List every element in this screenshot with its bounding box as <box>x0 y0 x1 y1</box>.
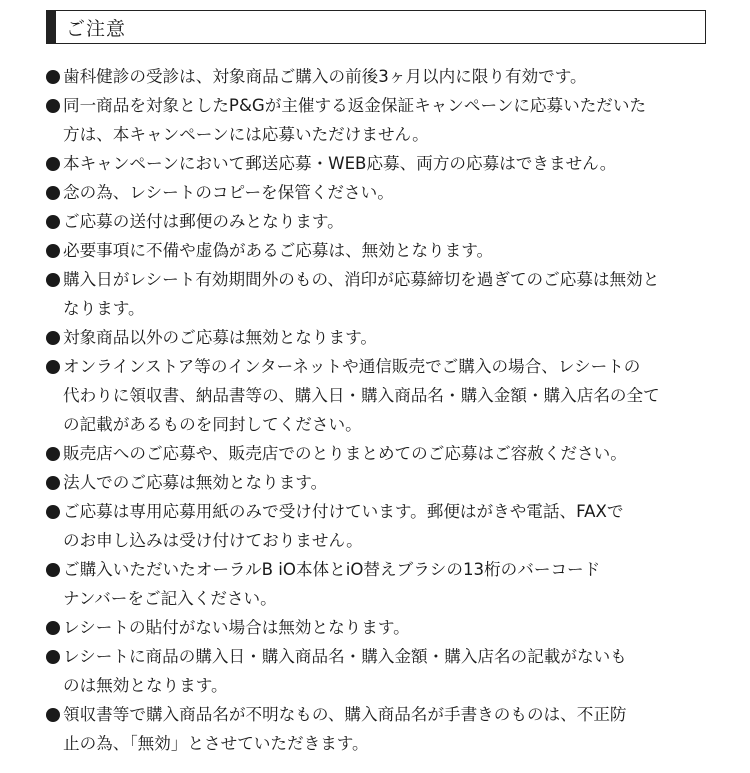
notice-item <box>46 555 716 613</box>
notice-item <box>46 613 716 642</box>
notice-item <box>46 178 716 207</box>
notice-item <box>46 265 716 323</box>
bullet-icon <box>46 186 60 200</box>
bullet-icon <box>46 244 60 258</box>
bullet-icon <box>46 708 60 722</box>
notice-text: 販売店へのご応募や、販売店でのとりまとめてのご応募はご容赦ください。 <box>63 444 627 463</box>
notice-text: 必要事項に不備や虚偽があるご応募は、無効となります。 <box>63 241 494 260</box>
notice-item <box>46 352 716 439</box>
notice-text: 対象商品以外のご応募は無効となります。 <box>63 328 377 347</box>
notice-list <box>46 62 716 758</box>
bullet-icon <box>46 273 60 287</box>
notice-item <box>46 642 716 700</box>
bullet-icon <box>46 360 60 374</box>
notice-text: 領収書等で購入商品名が不明なもの、購入商品名が手書きのものは、不正防 止の為、「無効」とさせていただきます。 <box>63 705 627 753</box>
bullet-icon <box>46 505 60 519</box>
bullet-icon <box>46 331 60 345</box>
notice-text: レシートに商品の購入日・購入商品名・購入金額・購入店名の記載がないも のは無効となります。 <box>63 647 627 695</box>
notice-title: ご注意 <box>66 17 127 40</box>
notice-text: ご応募の送付は郵便のみとなります。 <box>63 212 344 231</box>
bullet-icon <box>46 476 60 490</box>
bullet-icon <box>46 621 60 635</box>
notice-text: 本キャンペーンにおいて郵送応募・WEB応募、両方の応募はできません。 <box>63 154 617 173</box>
notice-item <box>46 497 716 555</box>
bullet-icon <box>46 99 60 113</box>
bullet-icon <box>46 215 60 229</box>
notice-item <box>46 323 716 352</box>
notice-text: ご応募は専用応募用紙のみで受け付けています。郵便はがきや電話、FAXで のお申し込みは受け付けておりません。 <box>63 502 624 550</box>
notice-text: 法人でのご応募は無効となります。 <box>63 473 328 492</box>
notice-item <box>46 149 716 178</box>
bullet-icon <box>46 563 60 577</box>
notice-item <box>46 62 716 91</box>
bullet-icon <box>46 650 60 664</box>
notice-text: レシートの貼付がない場合は無効となります。 <box>63 618 410 637</box>
notice-item <box>46 236 716 265</box>
bullet-icon <box>46 447 60 461</box>
bullet-icon <box>46 70 60 84</box>
notice-text: オンラインストア等のインターネットや通信販売でご購入の場合、レシートの 代わりに領収書、納品書等の、購入日・購入商品名・購入金額・購入店名の全て の記載があるものを同封してください。 <box>63 357 660 434</box>
notice-text: ご購入いただいたオーラルB iO本体とiO替えブラシの13桁のバーコード ナンバーをご記入ください。 <box>63 560 601 608</box>
notice-text: 同一商品を対象としたP&Gが主催する返金保証キャンペーンに応募いただいた 方は、本キャンペーンには応募いただけません。 <box>63 96 647 144</box>
notice-text: 念の為、レシートのコピーを保管ください。 <box>63 183 394 202</box>
header-accent-bar <box>47 11 56 43</box>
notice-item <box>46 468 716 497</box>
notice-item <box>46 439 716 468</box>
notice-text: 歯科健診の受診は、対象商品ご購入の前後3ヶ月以内に限り有効です。 <box>63 67 587 86</box>
notice-header <box>46 10 706 44</box>
notice-item <box>46 700 716 758</box>
bullet-icon <box>46 157 60 171</box>
notice-item <box>46 91 716 149</box>
notice-item <box>46 207 716 236</box>
notice-text: 購入日がレシート有効期間外のもの、消印が応募締切を過ぎてのご応募は無効と なります。 <box>63 270 660 318</box>
